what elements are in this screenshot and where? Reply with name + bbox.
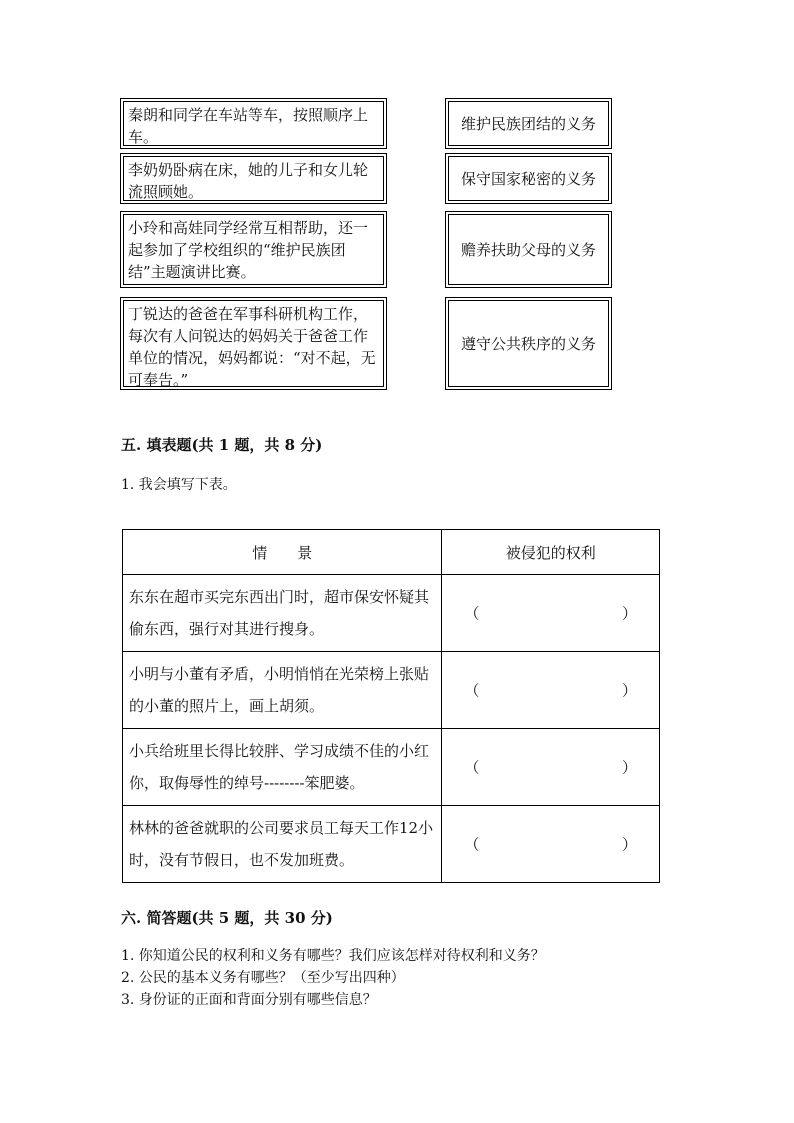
duty-box-4 bbox=[448, 300, 609, 387]
fill-in-table bbox=[122, 529, 660, 883]
paren-close: ） bbox=[621, 835, 637, 854]
scenario-text: 丁锐达的爸爸在军事科研机构工作，每次有人问锐达的妈妈关于爸爸工作单位的情况，妈妈都说：“对不起，无可奉告。” bbox=[128, 305, 376, 389]
scenario-text: 李奶奶卧病在床，她的儿子和女儿轮流照顾她。 bbox=[128, 161, 369, 201]
section-6-title: 六. 简答题(共 5 题，共 30 分) bbox=[121, 909, 333, 927]
table-row bbox=[123, 729, 660, 806]
short-answer-list bbox=[121, 945, 545, 1011]
scenario-box-2 bbox=[123, 156, 384, 201]
question-item: 1. 你知道公民的权利和义务有哪些？我们应该怎样对待权利和义务？ bbox=[121, 948, 545, 964]
table-row bbox=[123, 806, 660, 883]
scene-cell: 东东在超市买完东西出门时，超市保安怀疑其偷东西，强行对其进行搜身。 bbox=[123, 575, 442, 652]
paren-open: （ bbox=[464, 758, 480, 777]
scenario-text: 秦朗和同学在车站等车，按照顺序上车。 bbox=[128, 106, 369, 146]
duty-text: 维护民族团结的义务 bbox=[460, 114, 596, 133]
duty-text: 保守国家秘密的义务 bbox=[460, 169, 596, 188]
answer-cell[interactable] bbox=[442, 575, 660, 652]
paren-close: ） bbox=[621, 604, 637, 623]
scenario-box-3 bbox=[123, 214, 384, 285]
answer-cell[interactable] bbox=[442, 652, 660, 729]
duty-box-1 bbox=[448, 101, 609, 146]
answer-cell[interactable] bbox=[442, 729, 660, 806]
scene-cell: 林林的爸爸就职的公司要求员工每天工作12小时，没有节假日，也不发加班费。 bbox=[123, 806, 442, 883]
duty-box-3 bbox=[448, 214, 609, 285]
section-5-question: 1. 我会填写下表。 bbox=[121, 477, 237, 493]
paren-close: ） bbox=[621, 681, 637, 700]
paren-open: （ bbox=[464, 604, 480, 623]
duty-text: 遵守公共秩序的义务 bbox=[460, 334, 596, 353]
question-item: 3. 身份证的正面和背面分别有哪些信息？ bbox=[121, 992, 377, 1008]
scene-cell: 小明与小董有矛盾，小明悄悄在光荣榜上张贴的小董的照片上，画上胡须。 bbox=[123, 652, 442, 729]
paren-close: ） bbox=[621, 758, 637, 777]
answer-cell[interactable] bbox=[442, 806, 660, 883]
paren-open: （ bbox=[464, 681, 480, 700]
header-violated-right: 被侵犯的权利 bbox=[442, 530, 660, 575]
header-scene: 情 景 bbox=[123, 530, 442, 575]
table-row bbox=[123, 575, 660, 652]
duty-box-2 bbox=[448, 156, 609, 201]
paren-open: （ bbox=[464, 835, 480, 854]
duty-text: 赡养扶助父母的义务 bbox=[460, 240, 596, 259]
question-item: 2. 公民的基本义务有哪些？（至少写出四种） bbox=[121, 970, 405, 986]
scene-cell: 小兵给班里长得比较胖、学习成绩不佳的小红你，取侮辱性的绰号--------笨肥婆。 bbox=[123, 729, 442, 806]
scenario-box-4 bbox=[123, 300, 384, 387]
section-5-title: 五. 填表题(共 1 题，共 8 分) bbox=[121, 436, 323, 454]
table-header-row bbox=[123, 530, 660, 575]
table-row bbox=[123, 652, 660, 729]
scenario-text: 小玲和高娃同学经常互相帮助，还一起参加了学校组织的“维护民族团结”主题演讲比赛。 bbox=[128, 219, 369, 281]
scenario-box-1 bbox=[123, 101, 384, 146]
